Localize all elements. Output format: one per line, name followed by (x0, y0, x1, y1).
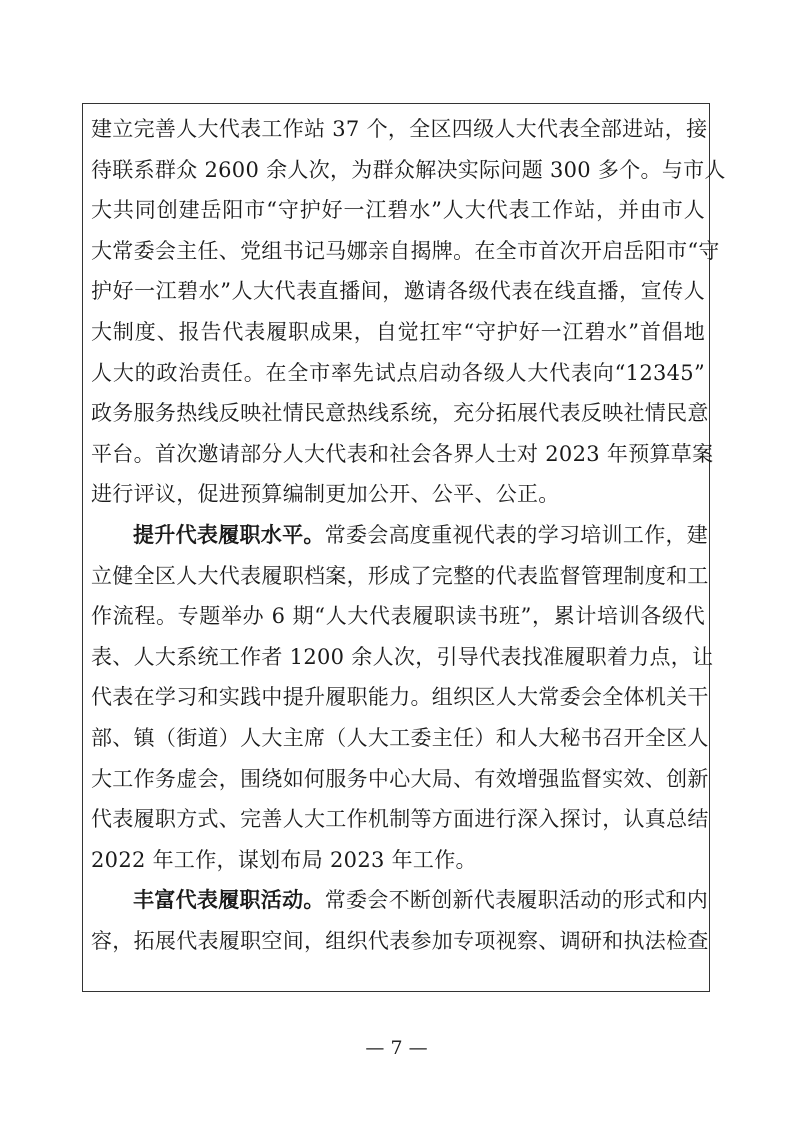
text-line: 表、人大系统工作者 1200 余人次，引导代表找准履职着力点，让 (91, 644, 714, 669)
text-line: 政务服务热线反映社情民意热线系统，充分拓展代表反映社情民意 (91, 401, 709, 426)
text-line: 容，拓展代表履职空间，组织代表参加专项视察、调研和执法检查 (91, 928, 709, 953)
text-line: 大工作务虚会，围绕如何服务中心大局、有效增强监督实效、创新 (91, 766, 709, 791)
text-line-content: 常委会高度重视代表的学习培训工作，建 (324, 522, 709, 547)
text-line: 待联系群众 2600 余人次，为群众解决实际问题 300 多个。与市人 (91, 157, 726, 182)
text-line: 代表在学习和实践中提升履职能力。组织区人大常委会全体机关干 (91, 685, 709, 710)
document-body (91, 109, 726, 961)
paragraph-1 (91, 109, 726, 515)
paragraph-heading: 丰富代表履职活动。 (133, 887, 325, 913)
paragraph-2 (91, 515, 714, 880)
text-line: 大常委会主任、党组书记马娜亲自揭牌。在全市首次开启岳阳市“守 (91, 238, 720, 263)
text-line: 2022 年工作，谋划布局 2023 年工作。 (91, 847, 477, 872)
text-line: 立健全区人大代表履职档案，形成了完整的代表监督管理制度和工 (91, 563, 709, 588)
text-line-content: 常委会不断创新代表履职活动的形式和内 (324, 888, 709, 913)
text-line-first (91, 515, 709, 556)
paragraph-heading: 提升代表履职水平。 (133, 521, 325, 547)
text-line: 部、镇（街道）人大主席（人大工委主任）和人大秘书召开全区人 (91, 725, 709, 750)
text-line-first (91, 880, 709, 921)
text-line: 护好一江碧水”人大代表直播间，邀请各级代表在线直播，宣传人 (91, 279, 705, 304)
text-line: 人大的政治责任。在全市率先试点启动各级人大代表向“12345” (91, 360, 705, 385)
text-line: 建立完善人大代表工作站 37 个，全区四级人大代表全部进站，接 (91, 117, 708, 141)
text-line: 大制度、报告代表履职成果，自觉扛牢“守护好一江碧水”首倡地 (91, 319, 705, 344)
text-line: 平台。首次邀请部分人大代表和社会各界人士对 2023 年预算草案 (91, 441, 714, 466)
text-line: 大共同创建岳阳市“守护好一江碧水”人大代表工作站，并由市人 (91, 198, 705, 223)
text-line: 代表履职方式、完善人大工作机制等方面进行深入探讨，认真总结 (91, 807, 709, 832)
text-line: 作流程。专题举办 6 期“人大代表履职读书班”，累计培训各级代 (91, 604, 705, 629)
paragraph-3 (91, 880, 709, 961)
text-line: 进行评议，促进预算编制更加公开、公平、公正。 (91, 482, 560, 507)
page-number: — 7 — (365, 1037, 428, 1059)
